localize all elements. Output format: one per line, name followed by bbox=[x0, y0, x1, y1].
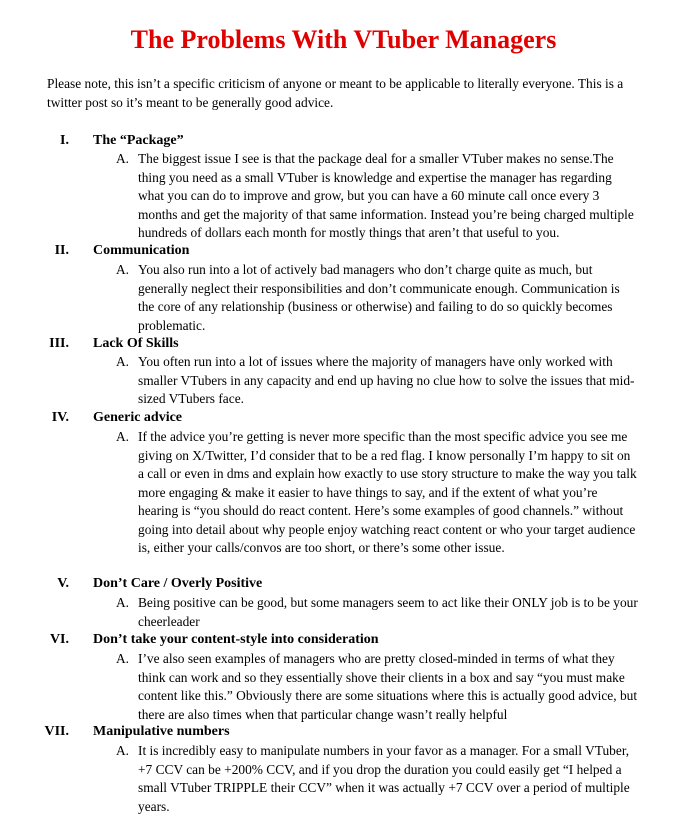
section-heading: Don’t take your content-style into consideration bbox=[93, 632, 379, 647]
item-letter: A. bbox=[116, 429, 130, 444]
section-heading: Don’t Care / Overly Positive bbox=[93, 576, 263, 591]
section-heading: Manipulative numbers bbox=[93, 724, 230, 739]
section-numeral: I. bbox=[60, 133, 69, 148]
section-numeral: VI. bbox=[49, 632, 69, 647]
section-heading: Generic advice bbox=[93, 410, 183, 425]
intro-paragraph: Please note, this isn’t a specific criticism of anyone or meant to be applicable to literally everyone. This is a twitter post so it’s meant to be generally good advice. bbox=[47, 76, 624, 110]
section-numeral: V. bbox=[57, 576, 69, 591]
item-text: I’ve also seen examples of managers who are pretty closed-minded in terms of what they think can work and so they essentially shove their clients in a box and say “you must make content like this.” Obviously there are some situations where this is actually good advice, but there are also times when that particular change wasn’t really helpful bbox=[138, 651, 638, 722]
item-text: It is incredibly easy to manipulate numbers in your favor as a manager. For a small VTuber, +7 CCV can be +200% CCV, and if you drop the duration you could easily get “I helped a small VTuber TRIPPLE their CCV” when it was actually +7 CCV over a period of multiple years. bbox=[138, 743, 630, 814]
section-numeral: VII. bbox=[44, 724, 69, 739]
item-letter: A. bbox=[116, 151, 130, 166]
item-letter: A. bbox=[116, 354, 130, 369]
section-heading: The “Package” bbox=[93, 133, 184, 148]
item-text: If the advice you’re getting is never more specific than the most specific advice you see me giving on X/Twitter, I’d consider that to be a red flag. I know personally I’m happy to sit on a call or even in dms and explain how exactly to use story structure to make the way you talk more engaging & make it easier to have things to say, and if the extent of what you’re hearing is “you should do react content. Here’s some examples of good channels.” without going into detail about why people enjoy watching react content or who your target audience is, either your calls/convos are too short, or there’s some other issue. bbox=[138, 429, 637, 555]
item-letter: A. bbox=[116, 262, 130, 277]
section-heading: Communication bbox=[93, 243, 190, 258]
section-numeral: III. bbox=[49, 336, 69, 351]
section-heading: Lack Of Skills bbox=[93, 336, 179, 351]
item-text: You often run into a lot of issues where the majority of managers have only worked with smaller VTubers in any capacity and end up having no clue how to solve the issues that mid-sized VTubers face. bbox=[138, 354, 635, 406]
item-text: Being positive can be good, but some managers seem to act like their ONLY job is to be your cheerleader bbox=[138, 595, 638, 629]
document-title: The Problems With VTuber Managers bbox=[130, 25, 557, 54]
section-numeral: II. bbox=[54, 243, 69, 258]
item-letter: A. bbox=[116, 743, 130, 758]
item-text: You also run into a lot of actively bad managers who don’t charge quite as much, but generally neglect their responsibilities and don’t communicate enough. Communication is the core of any relationship (business or otherwise) and failing to do so quickly becomes problematic. bbox=[138, 262, 620, 333]
item-text: The biggest issue I see is that the package deal for a smaller VTuber makes no sense.The thing you need as a small VTuber is knowledge and expertise the manager has regarding what you can do to improve and grow, but you can have a 60 minute call once every 3 months and get the majority of that same information. Instead you’re being charged multiple hundreds of dollars each month for mostly things that aren’t that useful to you. bbox=[138, 151, 634, 240]
section-numeral: IV. bbox=[51, 410, 69, 425]
item-letter: A. bbox=[116, 651, 130, 666]
item-letter: A. bbox=[116, 595, 130, 610]
